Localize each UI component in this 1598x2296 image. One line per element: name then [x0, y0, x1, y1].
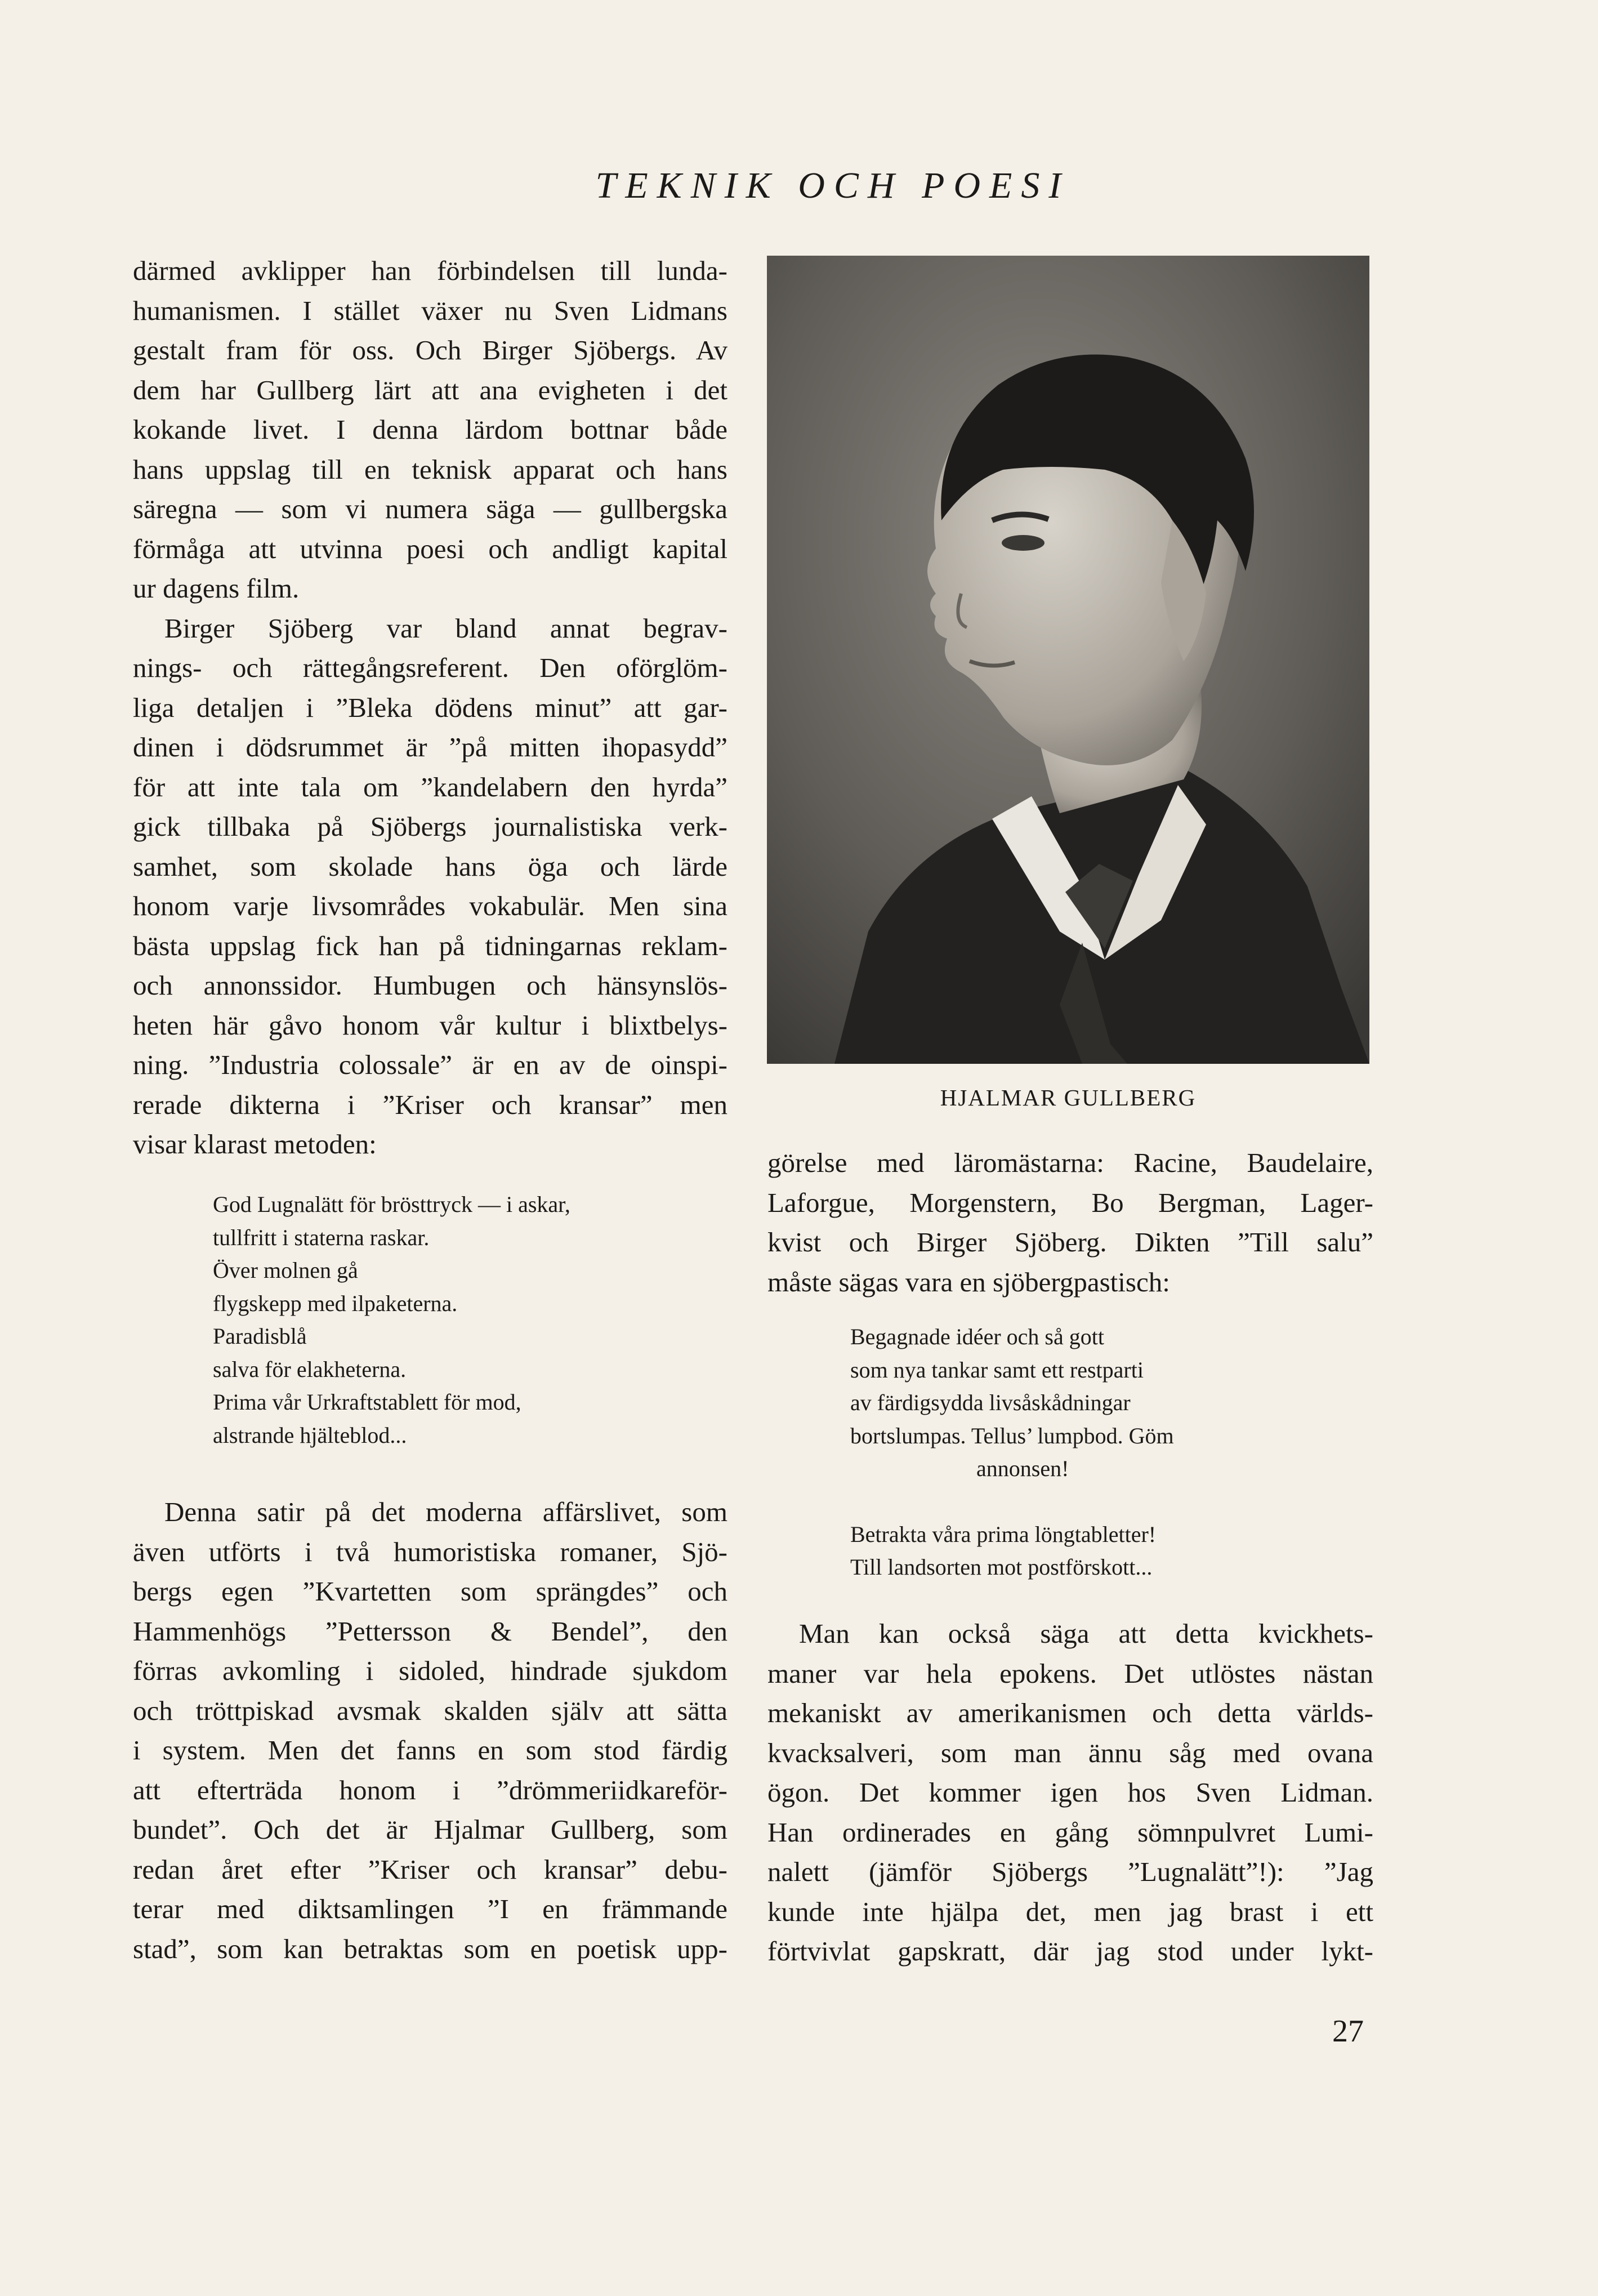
text-line: kvacksalveri, som man ännu såg med ovana — [767, 1737, 1373, 1768]
text-line: Laforgue, Morgenstern, Bo Bergman, Lager- — [767, 1187, 1373, 1218]
text-line: kvist och Birger Sjöberg. Dikten ”Till salu” — [767, 1227, 1373, 1258]
text-line: och annonssidor. Humbugen och hänsynslös- — [133, 970, 727, 1001]
text-line: dinen i dödsrummet är ”på mitten ihopasydd” — [133, 732, 727, 763]
poem-line: Till landsorten mot postförskott... — [850, 1554, 1153, 1580]
paragraph-5 — [767, 1614, 1373, 1972]
poem-line: salva för elakheterna. — [213, 1356, 407, 1382]
poem-line: alstrande hjälteblod... — [213, 1422, 407, 1448]
poem-line: tullfritt i staterna raskar. — [213, 1224, 430, 1250]
text-line: rerade dikterna i ”Kriser och kransar” men — [133, 1089, 727, 1120]
poem-line: flygskepp med ilpaketerna. — [213, 1290, 458, 1316]
text-line: honom varje livsområdes vokabulär. Men sina — [133, 890, 727, 921]
text-line: kokande livet. I denna lärdom bottnar både — [133, 414, 727, 445]
text-line: dem har Gullberg lärt att ana evigheten i det — [133, 374, 727, 405]
paragraph-4 — [767, 1143, 1373, 1302]
text-line: maner var hela epokens. Det utlöstes nästan — [767, 1657, 1373, 1689]
text-line: måste sägas vara en sjöbergpastisch: — [767, 1266, 1170, 1298]
text-line: ögon. Det kommer igen hos Sven Lidman. — [767, 1777, 1373, 1808]
poem-line: God Lugnalätt för brösttryck — i askar, — [213, 1192, 570, 1217]
text-line: heten här gåvo honom vår kultur i blixtbelys- — [133, 1009, 727, 1041]
text-line: ur dagens film. — [133, 573, 300, 604]
text-line: bästa uppslag fick han på tidningarnas reklam- — [133, 930, 727, 961]
poem-line: Begagnade idéer och så gott — [850, 1324, 1104, 1349]
text-line: därmed avklipper han förbindelsen till lunda- — [133, 255, 727, 286]
text-line: även utförts i två humoristiska romaner, Sjö- — [133, 1536, 727, 1567]
poem-line: bortslumpas. Tellus’ lumpbod. Göm — [850, 1423, 1174, 1448]
text-line: Han ordinerades en gång sömnpulvret Lumi- — [767, 1816, 1373, 1848]
paragraph-1 — [133, 251, 727, 609]
text-line: terar med diktsamlingen ”I en främmande — [133, 1893, 727, 1924]
text-line: bundet”. Och det är Hjalmar Gullberg, som — [133, 1814, 727, 1845]
text-line: hans uppslag till en teknisk apparat och hans — [133, 453, 727, 485]
text-line: Birger Sjöberg var bland annat begrav- — [164, 612, 727, 644]
poem-line: Paradisblå — [213, 1323, 307, 1349]
text-line: gestalt fram för oss. Och Birger Sjöbergs. Av — [133, 335, 727, 365]
text-line: säregna — som vi numera säga — gullbergska — [133, 493, 727, 524]
paragraph-3 — [133, 1492, 727, 1969]
paragraph-2 — [133, 609, 727, 1165]
text-line: nalett (jämför Sjöbergs ”Lugnalätt”!): ”Jag — [767, 1856, 1373, 1887]
text-line: visar klarast metoden: — [133, 1129, 377, 1160]
text-line: och tröttpiskad avsmak skalden själv att sätta — [133, 1695, 727, 1726]
left-column — [133, 251, 727, 1165]
text-line: redan året efter ”Kriser och kransar” debu- — [133, 1853, 727, 1885]
text-line: att efterträda honom i ”drömmeriidkareför- — [133, 1774, 727, 1805]
right-column-lower — [767, 1614, 1373, 1972]
text-line: humanismen. I stället växer nu Sven Lidmans — [133, 295, 727, 326]
text-line: kunde inte hjälpa det, men jag brast i ett — [767, 1896, 1373, 1927]
figure-caption: HJALMAR GULLBERG — [940, 1085, 1197, 1111]
text-line: förtvivlat gapskratt, där jag stod under lykt- — [767, 1936, 1373, 1967]
poem-line: Betrakta våra prima löngtabletter! — [850, 1521, 1157, 1547]
text-line: bergs egen ”Kvartetten som sprängdes” och — [133, 1576, 727, 1607]
text-line: stad”, som kan betraktas som en poetisk upp- — [133, 1933, 727, 1964]
page-number: 27 — [1332, 2014, 1364, 2049]
text-line: Hammenhögs ”Pettersson & Bendel”, den — [133, 1615, 727, 1647]
poem-line: Över molnen gå — [213, 1258, 358, 1283]
right-column — [767, 1143, 1373, 1302]
text-line: mekaniskt av amerikanismen och detta världs- — [767, 1697, 1373, 1728]
text-line: förmåga att utvinna poesi och andligt kapital — [133, 533, 727, 564]
poem-industria-colossale — [213, 1188, 708, 1452]
text-line: samhet, som skolade hans öga och lärde — [133, 850, 727, 882]
text-line: Man kan också säga att detta kvickhets- — [799, 1618, 1373, 1649]
text-line: ning. ”Industria colossale” är en av de oinspi- — [133, 1049, 727, 1080]
running-header: TEKNIK OCH POESI — [595, 165, 1070, 206]
text-line: Denna satir på det moderna affärslivet, som — [164, 1496, 727, 1527]
poem-line: Prima vår Urkraftstablett för mod, — [213, 1389, 521, 1415]
text-line: gick tillbaka på Sjöbergs journalistiska verk- — [133, 811, 727, 842]
left-column-lower — [133, 1492, 727, 1969]
text-line: nings- och rättegångsreferent. Den oförglöm- — [133, 652, 727, 683]
text-line: förras avkomling i sidoled, hindrade sjukdom — [133, 1655, 727, 1686]
poem-till-salu — [850, 1321, 1278, 1584]
poem-line: som nya tankar samt ett restparti — [850, 1357, 1144, 1383]
poem-line: annonsen! — [976, 1456, 1069, 1481]
text-line: för att inte tala om ”kandelabern den hyrda” — [133, 771, 727, 803]
text-line: görelse med läromästarna: Racine, Baudelaire, — [767, 1147, 1373, 1178]
stanza-gap — [850, 1486, 1278, 1518]
poem-line: av färdigsydda livsåskådningar — [850, 1390, 1131, 1415]
text-line: liga detaljen i ”Bleka dödens minut” att gar- — [133, 692, 727, 723]
portrait-photo-icon — [767, 256, 1369, 1064]
text-line: i system. Men det fanns en som stod färdig — [133, 1735, 727, 1766]
